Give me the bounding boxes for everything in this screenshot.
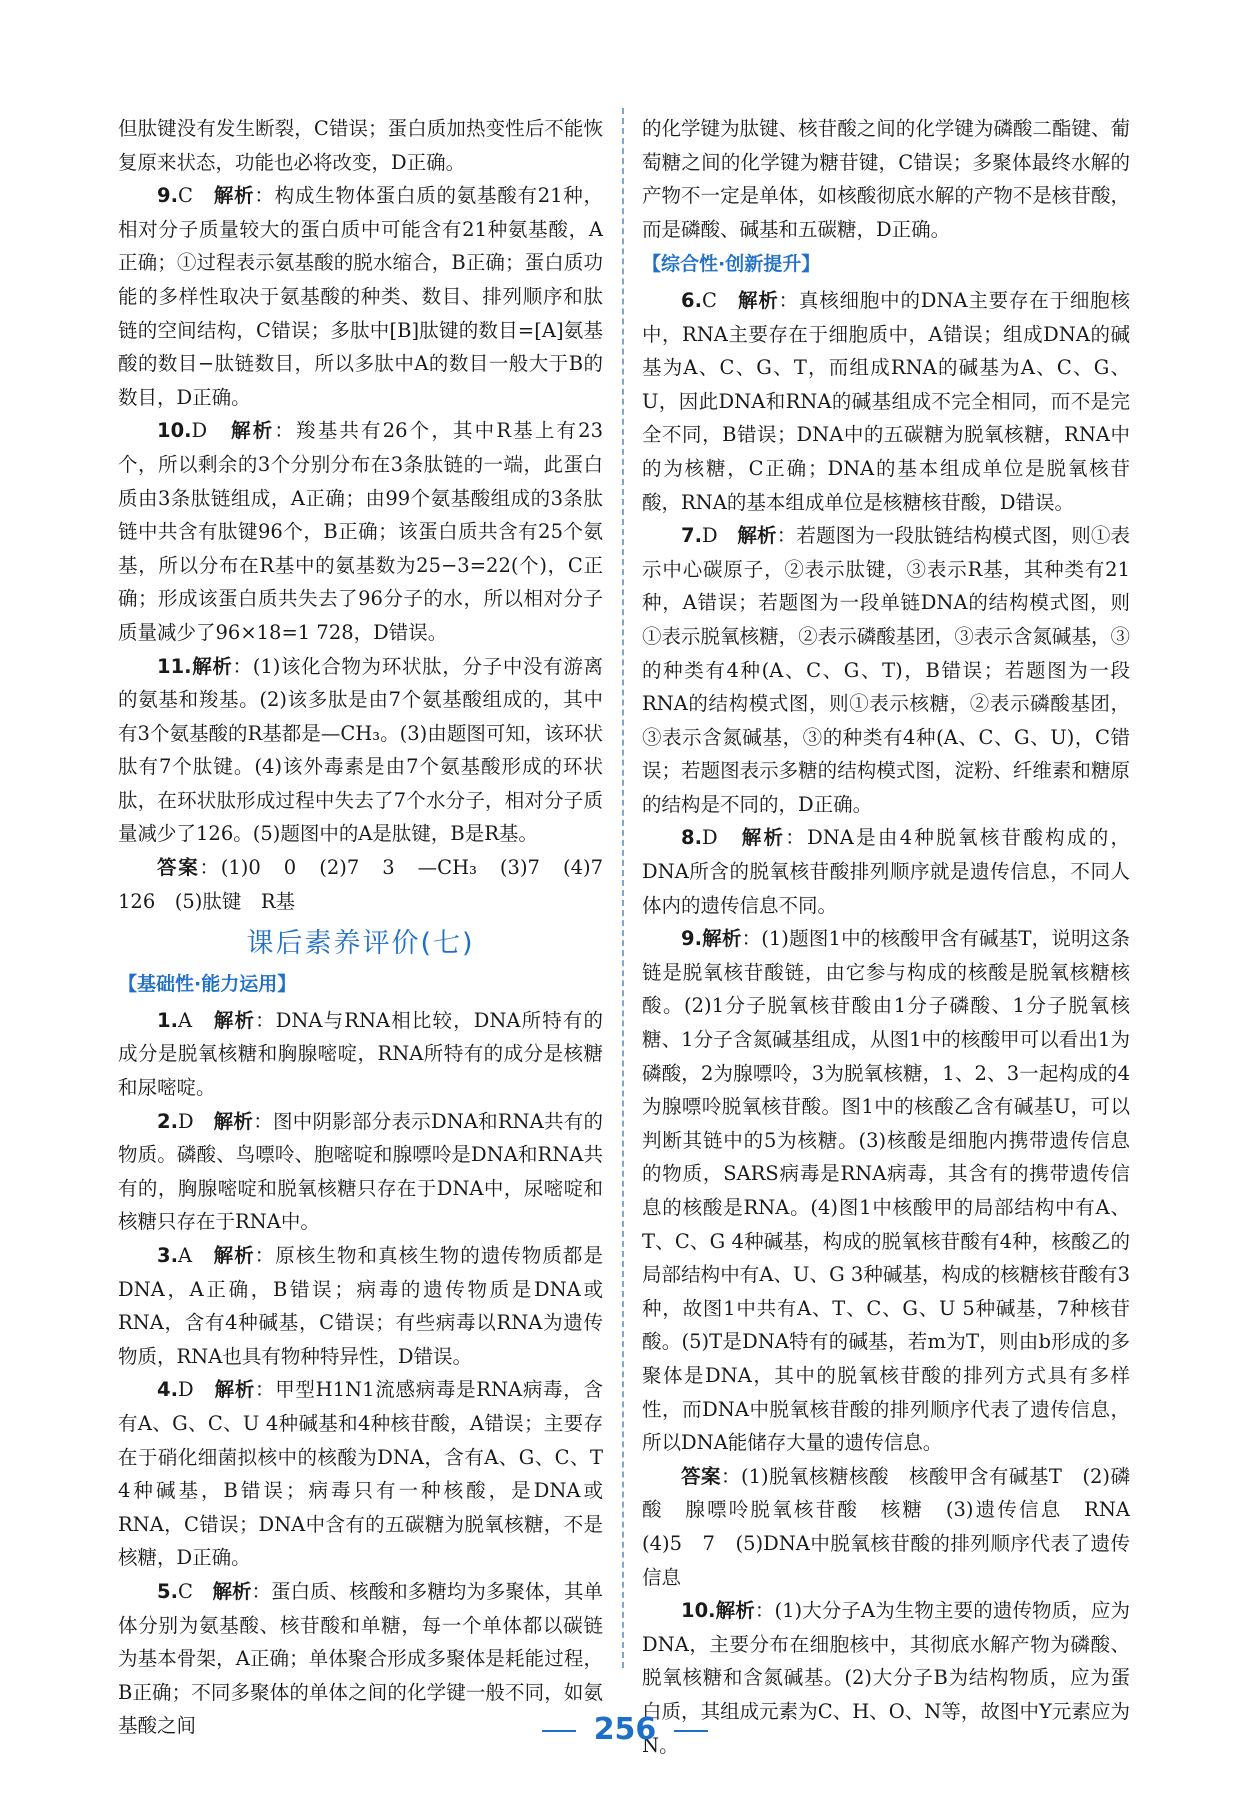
q-text: ：DNA与RNA相比较，DNA所特有的成分是脱氧核糖和胸腺嘧啶，RNA所特有的成分是核糖和尿嘧啶。 [118,1008,603,1100]
q-number: 9. [681,927,702,951]
q-text: ：若题图为一段肽链结构模式图，则①表示中心碳原子，②表示肽键，③表示R基，其种类有21种，A错误；若题图为一段单链DNA的结构模式图，则①表示脱氧核糖，②表示磷酸基团，③表示含氮碱基，③的种类有4种(A、C、G、T)，B错误；若题图为一段RNA的结构模式图，则①表示核糖，②表示磷酸基团，③表示含氮碱基，③的种类有4种(A、C、G、U)，C错误；若题图表示多糖的结构模式图，淀粉、纤维素和糖原的结构是不同的，D正确。 [642,524,1130,816]
q-number: 3. [157,1244,178,1267]
q7-item [642,519,1130,821]
q-answer: D [177,1109,194,1133]
q-answer: C [177,1579,193,1603]
analysis-tag: 解析 [213,1109,254,1133]
q3-item [118,1239,603,1373]
q4-item [118,1373,603,1575]
q-number: 10. [681,1599,716,1623]
analysis-tag: 解析 [213,1244,255,1267]
column-divider [622,108,624,1668]
q-text: ：DNA是由4种脱氧核苷酸构成的，DNA所含的脱氧核苷酸排列顺序就是遗传信息，不同人体内的遗传信息不同。 [642,826,1130,917]
continued-text: 但肽键没有发生断裂，C错误；蛋白质加热变性后不能恢复原来状态，功能也必将改变，D正确。 [118,117,603,174]
analysis-tag: 解析 [212,1579,252,1603]
q-answer: A [177,1008,193,1032]
q9-item [118,179,603,414]
q11-answer [118,851,623,918]
q-text: ：真核细胞中的DNA主要存在于细胞核中，RNA主要存在于细胞质中，A错误；组成DNA的碱基为A、C、G、T，而组成RNA的碱基为A、C、G、U，因此DNA和RNA的碱基组成不完全相同，而不是完全不同，B错误；DNA中的五碳糖为脱氧核糖，RNA中的为核糖，C正确；DNA的基本组成单位是脱氧核苷酸，RNA的基本组成单位是核糖核苷酸，D错误。 [642,288,1130,514]
answer-text: ：(1)脱氧核糖核酸 核酸甲含有碱基T (2)磷酸 腺嘌呤脱氧核苷酸 核糖 (3)遗传信息 RNA (4)5 7 (5)DNA中脱氧核苷酸的排列顺序代表了遗传信息 [642,1464,1150,1589]
analysis-tag: 解析 [737,524,777,548]
q-answer: D [701,524,718,548]
q2-item [118,1105,603,1239]
q-answer: D [701,826,718,850]
page-number-text: 256 [593,1712,657,1747]
section-heading-basic: 【基础性·能力运用】 [118,973,297,996]
continued-text: 的化学键为肽键、核苷酸之间的化学键为磷酸二酯键、葡萄糖之间的化学键为糖苷键，C错误；多聚体最终水解的产物不一定是单体，如核酸彻底水解的产物不是核苷酸，而是磷酸、碱基和五碳糖，D正确。 [642,117,1130,241]
q-number: 10. [157,419,192,443]
q8-item [642,821,1130,922]
q-number: 5. [157,1579,178,1603]
q-number: 11. [157,654,192,678]
left-column [118,112,623,1743]
analysis-tag: 解析 [701,927,742,951]
q-number: 4. [157,1378,178,1402]
analysis-tag: 解析 [741,826,786,850]
q-text: ：(1)大分子A为生物主要的遗传物质，应为DNA，主要分布在细胞核中，其彻底水解产物为磷酸、脱氧核糖和含氮碱基。(2)大分子B为结构物质，应为蛋白质，其组成元素为C、H、O、N等，故图中Y元素应为N。 [642,1599,1130,1757]
q-number: 7. [681,524,702,548]
analysis-tag: 解析 [738,288,779,312]
q-answer: C [701,288,717,312]
section-heading-comprehensive: 【综合性·创新提升】 [642,253,821,276]
q-number: 9. [157,184,178,208]
page-number [0,1712,1250,1747]
q9-item [642,922,1130,1460]
q-answer: D [191,419,208,443]
q-answer: D [177,1378,194,1402]
q10-item [118,414,603,649]
answer-tag: 答案 [681,1464,721,1488]
q11-item [118,650,603,852]
answer-text: ：(1)0 0 (2)7 3 —CH₃ (3)7 (4)7 126 (5)肽键 R基 [118,856,623,913]
right-column [642,112,1150,1762]
page-number-dash-right [674,1730,708,1732]
analysis-tag: 解析 [715,1599,755,1623]
q-text: ：蛋白质、核酸和多糖均为多聚体，其单体分别为氨基酸、核苷酸和单糖，每一个单体都以碳链为基本骨架，A正确；单体聚合形成多聚体是耗能过程，B正确；不同多聚体的单体之间的化学键一般不同，如氨基酸之间 [118,1579,603,1738]
q-text: ：构成生物体蛋白质的氨基酸有21种，相对分子质量较大的蛋白质中可能含有21种氨基酸，A正确；①过程表示氨基酸的脱水缩合，B正确；蛋白质功能的多样性取决于氨基酸的种类、数目、排列顺序和肽链的空间结构，C错误；多肽中[B]肽键的数目=[A]氨基酸的数目−肽链数目，所以多肽中A的数目一般大于B的数目，D正确。 [118,184,603,409]
q9-answer [642,1460,1150,1594]
answer-tag: 答案 [157,856,200,880]
q-text: ：图中阴影部分表示DNA和RNA共有的物质。磷酸、鸟嘌呤、胞嘧啶和腺嘌呤是DNA和RNA共有的，胸腺嘧啶和脱氧核糖只存在于DNA中，尿嘧啶和核糖只存在于RNA中。 [118,1109,603,1234]
unit-title: 课后素养评价(七) [246,928,475,960]
q-number: 6. [681,288,702,312]
q-number: 2. [157,1109,178,1133]
q-answer: C [177,184,193,208]
analysis-tag: 解析 [213,184,255,208]
q-text: ：(1)题图1中的核酸甲含有碱基T，说明这条链是脱氧核苷酸链，由它参与构成的核酸是脱氧核糖核酸。(2)1分子脱氧核苷酸由1分子磷酸、1分子脱氧核糖、1分子含氮碱基组成，从图1中的核酸甲可以看出1为磷酸，2为腺嘌呤，3为脱氧核糖，1、2、3一起构成的4为腺嘌呤脱氧核苷酸。图1中的核酸乙含有碱基U，可以判断其链中的5为核糖。(3)核酸是细胞内携带遗传信息的物质，SARS病毒是RNA病毒，其含有的携带遗传信息的核酸是RNA。(4)图1中核酸甲的局部结构中有A、T、C、G 4种碱基，构成的脱氧核苷酸有4种，核酸乙的局部结构中有A、U、G 3种碱基，构成的核糖核苷酸有3种，故图1中共有A、T、C、G、U 5种碱基，7种核苷酸。(5)T是DNA特有的碱基，若m为T，则由b形成的多聚体是DNA，其中的脱氧核苷酸的排列方式具有多样性，而DNA中脱氧核苷酸的排列顺序代表了遗传信息，所以DNA能储存大量的遗传信息。 [642,927,1130,1455]
q-number: 1. [157,1008,178,1032]
q-text: ：(1)该化合物为环状肽，分子中没有游离的氨基和羧基。(2)该多肽是由7个氨基酸组成的，其中有3个氨基酸的R基都是—CH₃。(3)由题图可知，该环状肽有7个肽键。(4)该外毒素是由7个氨基酸形成的环状肽，在环状肽形成过程中失去了7个水分子，相对分子质量减少了126。(5)题图中的A是肽键，B是R基。 [118,654,603,846]
analysis-tag: 解析 [191,654,233,678]
analysis-tag: 解析 [213,1008,256,1032]
page-number-dash-left [542,1730,576,1732]
analysis-tag: 解析 [231,419,275,443]
q-number: 8. [681,826,702,850]
q6-item [642,284,1130,519]
q-text: ：羧基共有26个，其中R基上有23个，所以剩余的3个分别分布在3条肽链的一端，此蛋白质由3条肽链组成，A正确；由99个氨基酸组成的3条肽链中共含有肽键96个，B正确；该蛋白质共含有25个氨基，所以分布在R基中的氨基数为25−3=22(个)，C正确；形成该蛋白质共失去了96分子的水，所以相对分子质量减少了96×18=1 728，D错误。 [118,419,603,644]
q-text: ：甲型H1N1流感病毒是RNA病毒，含有A、G、C、U 4种碱基和4种核苷酸，A错误；主要存在于硝化细菌拟核中的核酸为DNA，含有A、G、C、T 4种碱基，B错误；病毒只有一种核酸，是DNA或RNA，C错误；DNA中含有的五碳糖为脱氧核糖，不是核糖，D正确。 [118,1378,604,1570]
q-answer: A [177,1244,193,1267]
analysis-tag: 解析 [214,1378,255,1402]
q-text: ：原核生物和真核生物的遗传物质都是DNA，A正确，B错误；病毒的遗传物质是DNA或RNA，含有4种碱基，C错误；有些病毒以RNA为遗传物质，RNA也具有物种特异性，D错误。 [118,1244,603,1368]
q1-item [118,1004,603,1105]
